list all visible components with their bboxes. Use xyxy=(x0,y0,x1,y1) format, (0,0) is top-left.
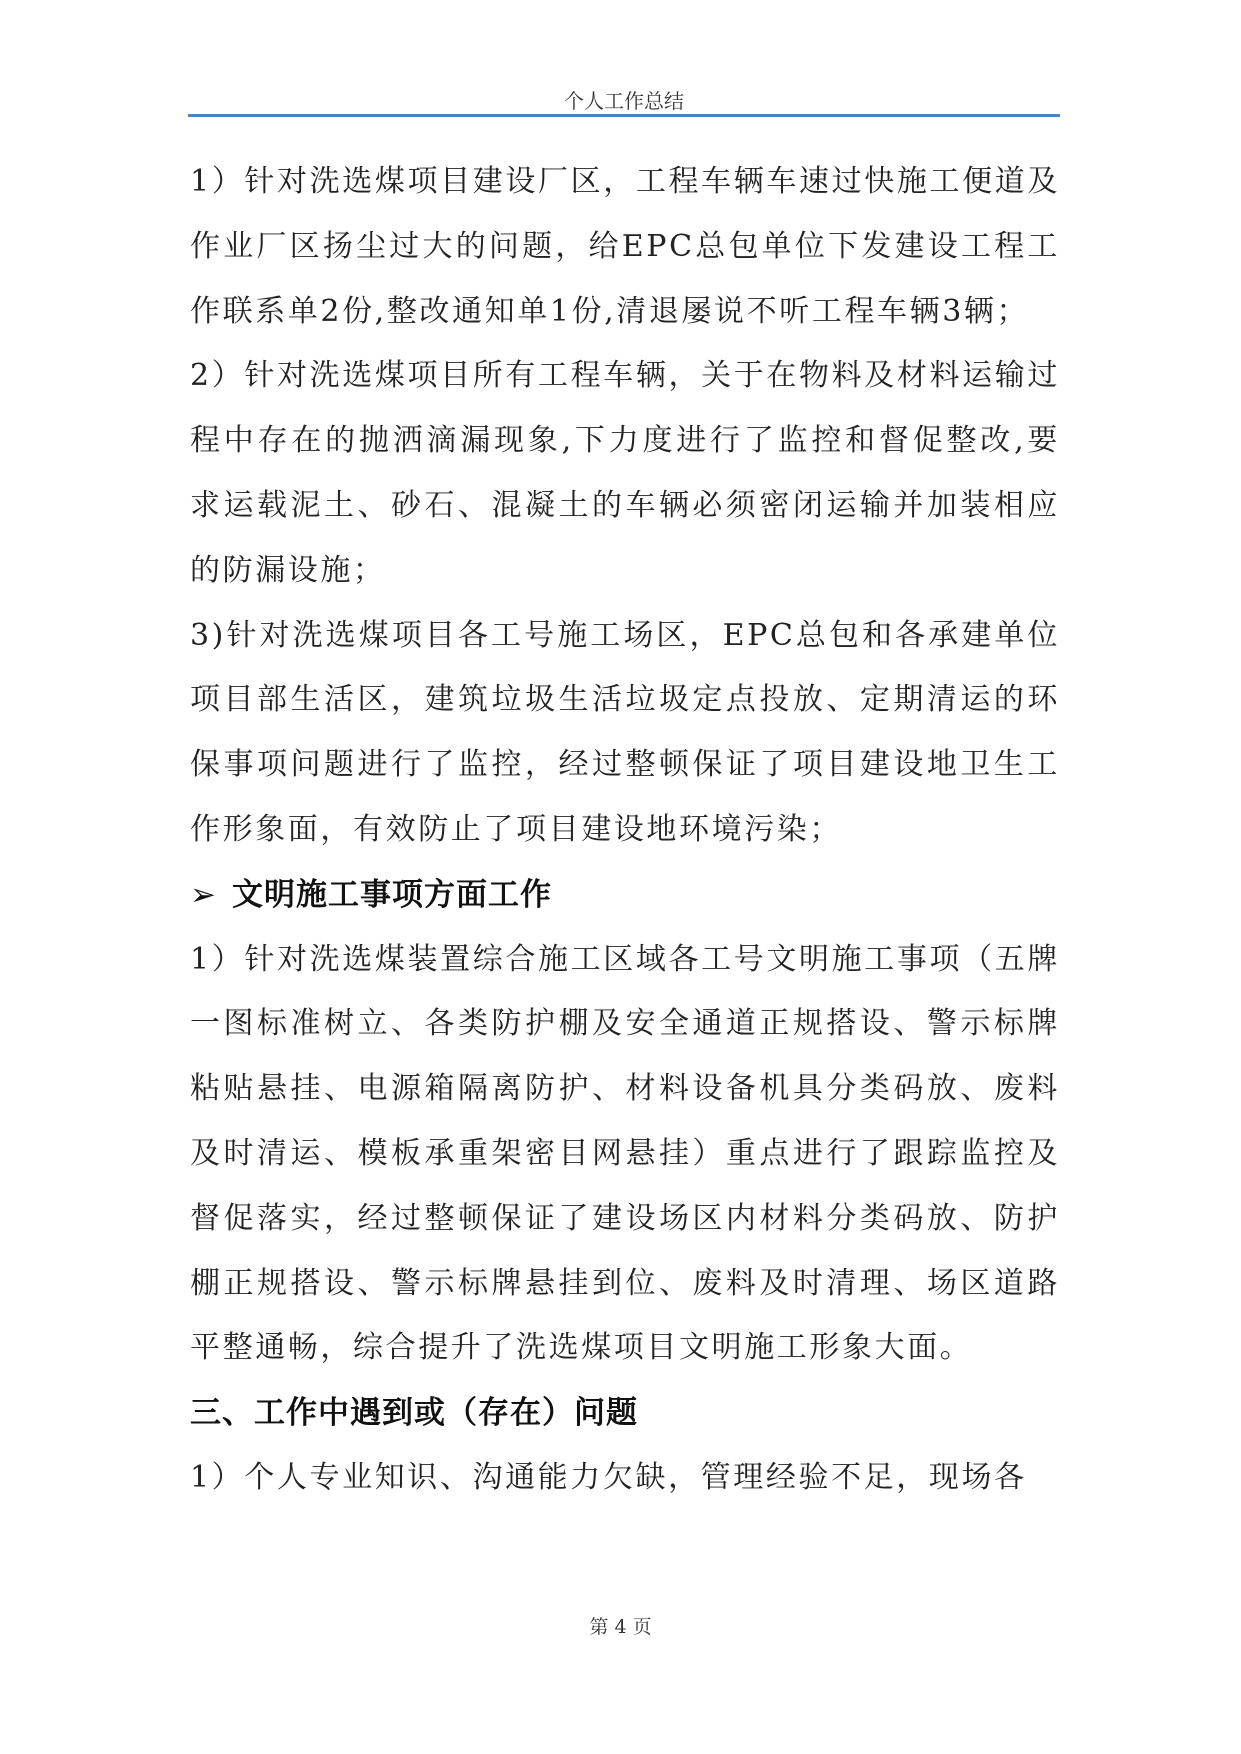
page-number: 第 4 页 xyxy=(589,1616,652,1638)
paragraph-civilized-construction: 1）针对洗选煤装置综合施工区域各工号文明施工事项（五牌一图标准树立、各类防护棚及安全通道正规搭设、警示标牌粘贴悬挂、电源箱隔离防护、材料设备机具分类码放、废料及时清运、模板承重架密目网悬挂）重点进行了跟踪监控及督促落实，经过整顿保证了建设场区内材料分类码放、防护棚正规搭设、警示标牌悬挂到位、废料及时清理、场区道路平整通畅，综合提升了洗选煤项目文明施工形象大面。 xyxy=(190,941,1060,1366)
header-divider xyxy=(188,114,1060,117)
arrow-bullet-icon: ➢ xyxy=(190,876,217,913)
section-heading-label: 文明施工事项方面工作 xyxy=(232,876,552,913)
paragraph-dust-control: 1）针对洗选煤项目建设厂区，工程车辆车速过快施工便道及作业厂区扬尘过大的问题，给EPC总包单位下发建设工程工作联系单2份,整改通知单1份,清退屡说不听工程车辆3辆； xyxy=(190,164,1060,329)
section-heading-problems: 三、工作中遇到或（存在）问题 xyxy=(190,1395,638,1432)
page-header-title: 个人工作总结 xyxy=(564,89,684,113)
document-body xyxy=(190,150,1060,1511)
paragraph-waste-management: 3)针对洗选煤项目各工号施工场区，EPC总包和各承建单位项目部生活区，建筑垃圾生活垃圾定点投放、定期清运的环保事项问题进行了监控，经过整顿保证了项目建设地卫生工作形象面，有效防止了项目建设地环境污染； xyxy=(190,617,1060,847)
paragraph-vehicle-spillage: 2）针对洗选煤项目所有工程车辆，关于在物料及材料运输过程中存在的抛洒滴漏现象,下力度进行了监控和督促整改,要求运载泥土、砂石、混凝土的车辆必须密闭运输并加装相应的防漏设施； xyxy=(190,358,1060,588)
section-heading-civilized-construction xyxy=(190,863,1060,928)
paragraph-personal-shortcomings: 1）个人专业知识、沟通能力欠缺，管理经验不足，现场各 xyxy=(190,1459,1027,1495)
